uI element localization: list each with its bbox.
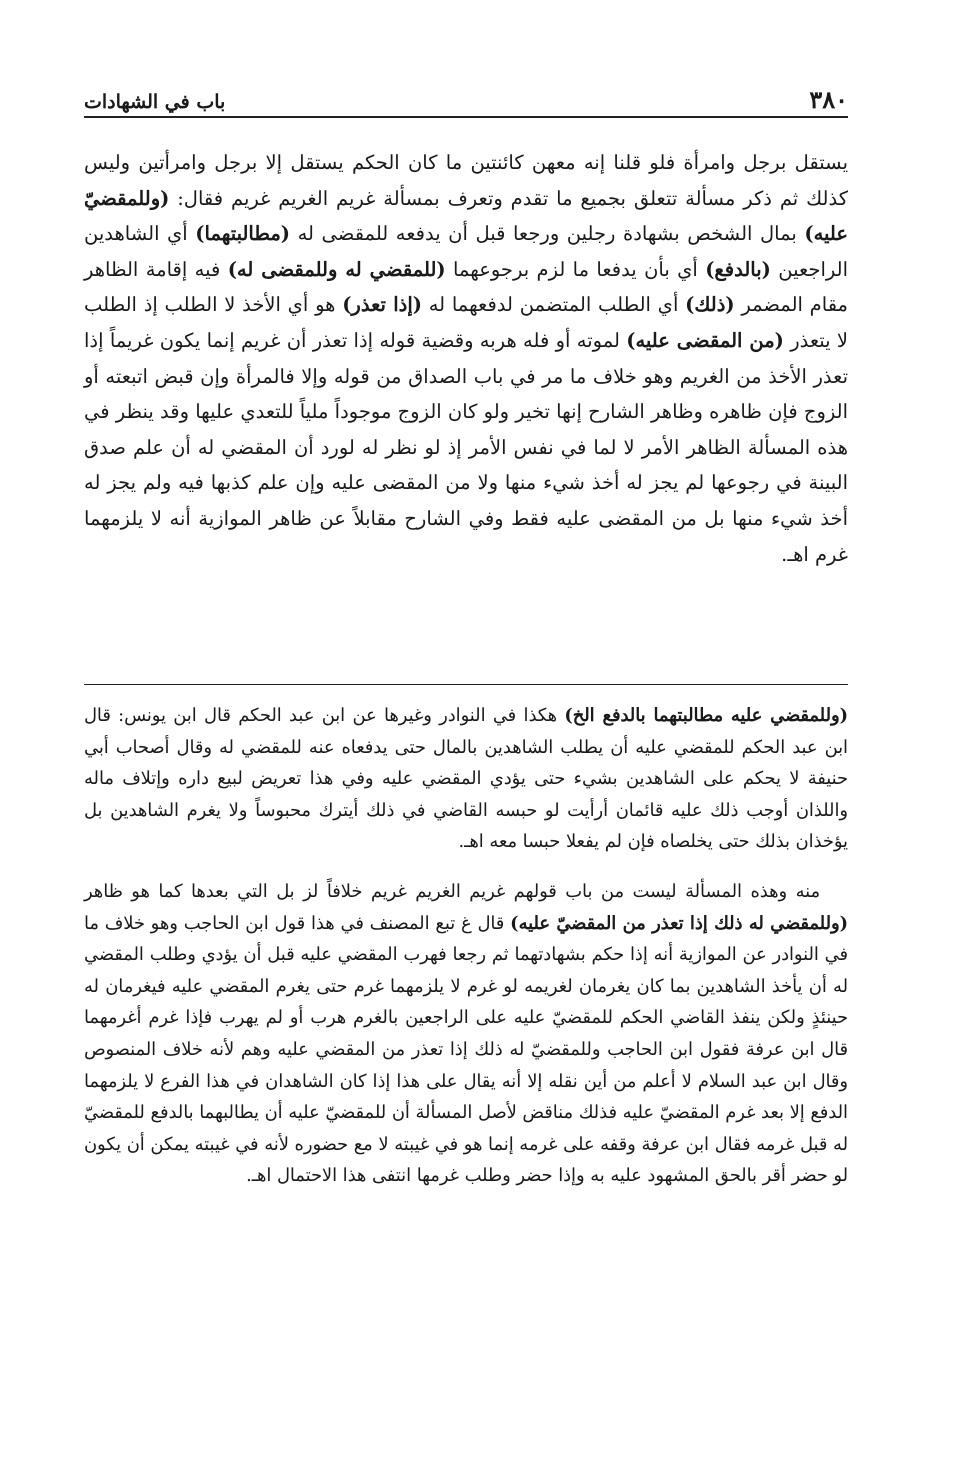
- bold-term: (مطالبتهما): [195, 222, 291, 246]
- bold-term: (وللمقضيّ عليه): [84, 186, 848, 246]
- footnote-text: قال غ تبع المصنف في هذا قول ابن الحاجب وهو خلاف ما في النوادر عن الموازية أنه إذا حكم بشهادتهما ثم رجعا فهرب المقضي عليه قبل أن يؤدي وطلب المقضي له أن يأخذ الشاهدين بما كان يغرمان لغريمه لو غرم لا يلزمهما غرم حتى يغرم المقضي عليه فيغرمان له حينئذٍ ولكن ينفذ القاضي الحكم للمقضيّ عليه على الراجعين بالغرم هرب أو لم يهرب فإذا غرم أغرمهما قال ابن عرفة فقول ابن الحاجب وللمقضيّ له ذلك إذا تعذر من المقضي عليه وهم لأنه خلاف المنصوص وقال ابن عبد السلام لا أعلم من أين نقله إلا أنه يقال على هذا إذا كان الشاهدان في هذا الفرع لا يلزمهما الدفع إلا بعد غرم المقضيّ عليه فذلك مناقض لأصل المسألة أن للمقضيّ عليه أن يطالبهما بالدفع للمقضيّ له قبل غرمه فقال ابن عرفة وقفه على غرمه إنما هو في غيبته لا مع حضوره لأنه في غيبته يمكن أن يكون لو حضر أقر بالحق المشهود عليه به وإذا حضر وطلب غرمها انتفى هذا الاحتمال اهـ.: [84, 912, 848, 1187]
- bold-term: (وللمقضي له ذلك إذا تعذر من المقضيّ عليه): [510, 912, 848, 934]
- footnote-text: منه وهذه المسألة ليست من باب قولهم غريم الغريم غريم خلافاً لز بل التي بعدها كما هو ظاهر: [84, 880, 820, 902]
- main-text-segment: أي الشاهدين الراجعين: [84, 222, 848, 281]
- footnotes: [84, 700, 848, 1192]
- bold-term: (ذلك): [685, 293, 735, 317]
- footnote-paragraph: [84, 876, 848, 1192]
- main-text-segment: أي الطلب المتضمن لدفعهما له: [421, 293, 686, 317]
- main-text-segment: فيه إقامة الظاهر مقام المضمر: [84, 257, 849, 317]
- footnote-divider: [84, 684, 848, 685]
- bold-term: (للمقضي له وللمقضى له): [227, 257, 446, 281]
- main-text-segment: لموته أو فله هربه وقضية قوله إذا تعذر أن غريم إنما يكون غريماً إذا تعذر الأخذ من الغريم وهو خلاف ما مر في باب الصداق من قوله وإلا فالمرأة وإن قبض اتبعته أو الزوج فإن ظاهره وظاهر الشارح إنها تخير ولو كان الزوج موجوداً ملياً للتعدي عليها وقد ينظر في هذه المسألة الظاهر الأمر لا لما في نفس الأمر إذ لو نظر له لورد أن المقضي له أن علم صدق البينة في رجوعها لم يجز له أخذ شيء منها ولا من المقضى عليه وإن علم كذبها فيه ولم يجز له أخذ شيء منها بل من المقضى عليه فقط وفي الشارح مقابلاً عن ظاهر الموازية أنه لا يلزمهما غرم اهـ.: [84, 328, 848, 566]
- running-header: [84, 84, 848, 118]
- header-title: باب في الشهادات: [84, 91, 226, 113]
- main-text-segment: يستقل برجل وامرأة فلو قلنا إنه معهن كائنتين ما كان الحكم يستقل إلا برجل وامرأتين وليس كذلك ثم ذكر مسألة تتعلق بجميع ما تقدم وتعرف بمسألة غريم الغريم غريم فقال:: [84, 151, 848, 210]
- main-text: [84, 145, 848, 572]
- page: [84, 0, 848, 1473]
- main-text-segment: أي بأن يدفعا ما لزم برجوعهما: [445, 257, 706, 281]
- bold-term: (بالدفع): [705, 257, 771, 281]
- footnote-paragraph: [84, 700, 848, 858]
- page-number: ٣٨٠: [809, 85, 848, 114]
- bold-term: (وللمقضي عليه مطالبتهما بالدفع الخ): [564, 705, 848, 726]
- main-text-segment: هو أي الأخذ لا الطلب إذ الطلب لا يتعذر: [84, 293, 849, 352]
- main-text-segment: بمال الشخص بشهادة رجلين ورجعا قبل أن يدفعه للمقضى له: [290, 222, 805, 246]
- bold-term: (من المقضى عليه): [626, 328, 784, 352]
- footnote-text: هكذا في النوادر وغيرها عن ابن عبد الحكم قال ابن يونس: قال ابن عبد الحكم للمقضي عليه أن يطلب الشاهدين بالمال حتى يدفعاه عنه للمقضي له وقال أصحاب أبي حنيفة لا يحكم على الشاهدين بشيء حتى يؤدي المقضي عليه وفي هذا تعريض لبيع داره وإتلاف ماله واللذان أوجب ذلك عليه قائمان أرأيت لو حبسه القاضي في ذلك أيترك محبوساً ولا يغرم الشاهدين بل يؤخذان بذلك حتى يخلصاه فإن لم يفعلا حبسا معه اهـ.: [84, 705, 848, 853]
- bold-term: (إذا تعذر): [342, 293, 422, 317]
